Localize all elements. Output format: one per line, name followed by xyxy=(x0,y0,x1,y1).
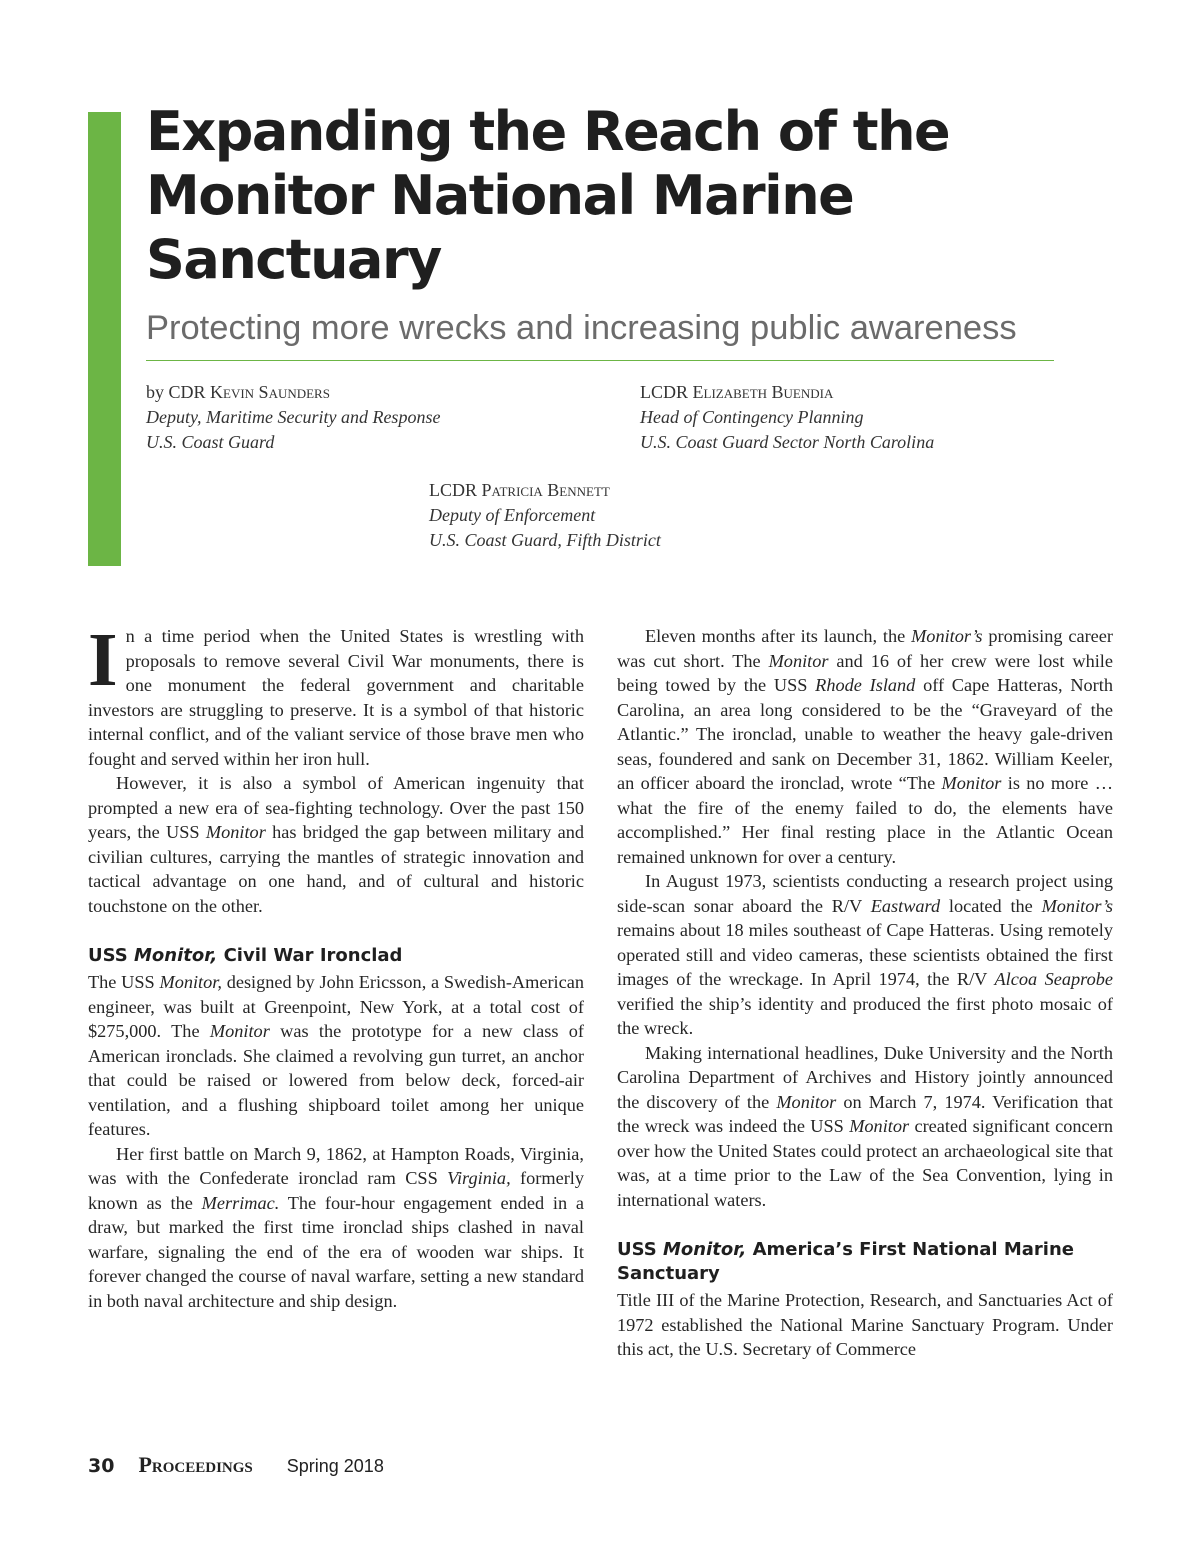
author-org: U.S. Coast Guard, Fifth District xyxy=(429,530,661,550)
intro-paragraph xyxy=(88,618,584,771)
italic-text: Merrimac. xyxy=(201,1192,280,1213)
text-run: Making international headlines, Duke University and the North Carolina Department of Archives and History jointly announced the discovery of the xyxy=(617,1042,1113,1112)
author-role: Deputy, Maritime Security and Response xyxy=(146,407,441,427)
text-run: and 16 of her crew were lost while being towed by the USS xyxy=(617,650,1113,695)
italic-text: Monitor xyxy=(849,1116,910,1136)
author-name: CDR Kevin Saunders xyxy=(168,382,330,402)
author-block xyxy=(146,380,440,455)
section1-paragraph-3 xyxy=(617,624,1113,869)
text-run: America’s First National Marine Sanctuary xyxy=(617,1239,1074,1284)
author-block xyxy=(429,478,661,553)
author-role: Deputy of Enforcement xyxy=(429,505,596,525)
article-subtitle: Protecting more wrecks and increasing public awareness xyxy=(146,309,1017,347)
author-org: U.S. Coast Guard Sector North Carolina xyxy=(640,432,935,452)
drop-cap: I xyxy=(88,618,118,702)
italic-text: Monitor, xyxy=(663,1239,747,1260)
italic-text: Alcoa Seaprobe xyxy=(994,969,1113,989)
text-run: located the xyxy=(940,895,1042,916)
section1-paragraph-5 xyxy=(617,1041,1113,1213)
italic-text: Monitor, xyxy=(159,972,222,992)
text-run: designed by John Ericsson, a Swedish-American engineer, was built at Greenpoint, New York, at a total cost of $275,000. The xyxy=(88,972,584,1041)
section1-paragraph-1 xyxy=(88,970,584,1142)
author-role: Head of Contingency Planning xyxy=(640,407,864,427)
issue-date: Spring 2018 xyxy=(286,1456,384,1476)
intro-paragraph-2 xyxy=(88,771,584,918)
italic-text: Virginia, xyxy=(447,1168,511,1188)
text-run: is no more … what the fire of the enemy failed to do, the elements have accomplished.” Her final resting place in the Atlantic Ocean remained unknown for over a century. xyxy=(617,773,1113,867)
text-run: promising career was cut short. The xyxy=(617,626,1114,671)
text-run: remains about 18 miles southeast of Cape Hatteras. Using remotely operated still and video cameras, these scientists obtained the first images of the wreckage. In April 1974, the R/V xyxy=(617,920,1113,989)
text-run: formerly known as the xyxy=(88,1168,585,1213)
body-column-left xyxy=(88,618,585,1313)
italic-text: Monitor’s xyxy=(1041,895,1114,916)
section-heading-civil-war-ironclad xyxy=(88,944,584,968)
section1-paragraph-2 xyxy=(88,1142,584,1314)
text-run: In August 1973, scientists conducting a research project using side-scan sonar aboard the R/V xyxy=(617,871,1113,916)
text-run: Title III of the Marine Protection, Research, and Sanctuaries Act of 1972 established the National Marine Sanctuary Program. Under this act, the U.S. Secretary of Commerce xyxy=(617,1290,1113,1359)
italic-text: Monitor xyxy=(209,1021,270,1041)
section-heading-first-sanctuary xyxy=(617,1238,1113,1286)
intro-text: n a time period when the United States is wrestling with proposals to remove several Civil War monuments, there is one monument the federal government and charitable investors are struggling to preserve. It is a symbol of that historic internal conflict, and of the valiant service of those brave men who fought and served within her iron hull. xyxy=(88,626,584,769)
author-name: LCDR Elizabeth Buendia xyxy=(640,382,834,402)
author-prefix: by xyxy=(146,382,169,402)
text-run: Eleven months after its launch, the xyxy=(645,626,912,646)
section2-paragraph-1 xyxy=(617,1288,1113,1362)
text-run: verified the ship’s identity and produced the first photo mosaic of the wreck. xyxy=(617,993,1113,1038)
page-footer xyxy=(88,1452,384,1482)
publication-name: Proceedings xyxy=(138,1452,253,1477)
italic-text: Monitor xyxy=(941,773,1002,793)
author-block xyxy=(640,380,934,455)
text-run: However, it is also a symbol of American ingenuity that prompted a new era of sea-fighting technology. Over the past 150 years, the USS xyxy=(88,773,584,842)
accent-bar xyxy=(88,112,121,566)
text-run: on March 7, 1974. Verification that the wreck was indeed the USS xyxy=(617,1091,1114,1136)
author-name: LCDR Patricia Bennett xyxy=(429,480,610,500)
italic-text: Monitor xyxy=(768,650,829,671)
author-org: U.S. Coast Guard xyxy=(146,432,275,452)
italic-text: Monitor xyxy=(776,1091,837,1112)
article-title: Expanding the Reach of the Monitor National Marine Sanctuary xyxy=(146,100,950,291)
italic-text: Monitor’s xyxy=(911,626,983,646)
text-run: was the prototype for a new class of American ironclads. She claimed a revolving gun turret, an anchor that could be raised or lowered from below deck, forced-air ventilation, and a flushing shipboard toilet among her unique features. xyxy=(88,1021,584,1139)
text-run: Her first battle on March 9, 1862, at Hampton Roads, Virginia, was with the Confederate ironclad ram CSS xyxy=(88,1143,584,1188)
text-run: has bridged the gap between military and civilian cultures, carrying the mantles of strategic innovation and tactical advantage on one hand, and of cultural and historic touchstone on the other. xyxy=(88,822,584,916)
italic-text: Rhode Island xyxy=(815,675,916,695)
page-number: 30 xyxy=(88,1455,115,1477)
body-column-right xyxy=(617,624,1113,1362)
text-run: created significant concern over how the United States could protect an archaeological site that was, at a time prior to the Law of the Sea Convention, lying in international waters. xyxy=(617,1116,1113,1210)
italic-text: Monitor, xyxy=(134,945,218,966)
text-run: USS xyxy=(617,1239,664,1260)
title-rule xyxy=(146,360,1054,361)
text-run: off Cape Hatteras, North Carolina, an area long considered to be the “Graveyard of the Atlantic.” The ironclad, unable to weather the heavy gale-driven seas, foundered and sank on December 31, 1862. William Keeler, an officer aboard the ironclad, wrote “The xyxy=(617,675,1113,793)
text-run: Civil War Ironclad xyxy=(217,945,403,966)
text-run: The USS xyxy=(88,972,160,992)
text-run: The four-hour engagement ended in a draw, but marked the first time ironclad ships clashed in naval warfare, signaling the end of the era of wooden war ships. It forever changed the course of naval warfare, setting a new standard in both naval architecture and ship design. xyxy=(88,1192,584,1311)
section1-paragraph-4 xyxy=(617,869,1113,1041)
italic-text: Monitor xyxy=(205,822,266,842)
text-run: USS xyxy=(88,945,135,966)
italic-text: Eastward xyxy=(870,895,941,916)
